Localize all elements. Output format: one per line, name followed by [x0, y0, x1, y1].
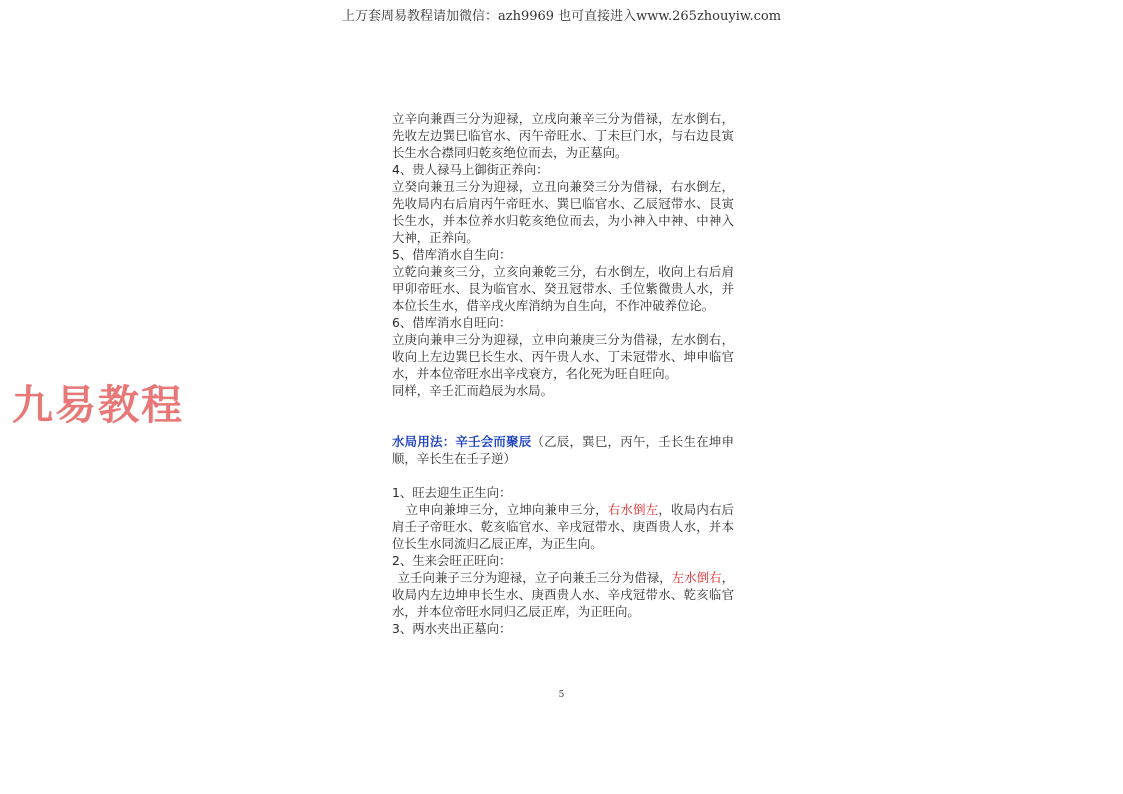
paragraph: 立庚向兼申三分为迎禄，立申向兼庚三分为借禄，左水倒右，收向上左边巽巳长生水、丙午贵人水、丁未冠带水、坤申临官水，并本位帝旺水出辛戌衰方，名化死为旺自旺向。: [392, 332, 734, 381]
page-header: 上万套周易教程请加微信：azh9969 也可直接进入www.265zhouyiw.com: [341, 9, 782, 24]
section-heading: 1、旺去迎生正生向：: [392, 485, 512, 500]
section-heading: 2、生来会旺正旺向：: [392, 553, 512, 568]
page-number: 5: [558, 690, 565, 700]
watermark-logo: 九易教程: [12, 381, 184, 429]
spacer: [392, 467, 734, 484]
water-section-note: （乙辰，巽巳，丙午，壬长生在坤申顺，辛长生在壬子逆）: [392, 434, 735, 466]
text-run: 立申向兼坤三分，立坤向兼申三分，: [405, 502, 608, 517]
paragraph: 立辛向兼酉三分为迎禄，立戌向兼辛三分为借禄，左水倒右，先收左边巽巳临官水、丙午帝旺水、丁未巨门水，与右边艮寅长生水合襟同归乾亥绝位而去，为正墓向。: [392, 111, 734, 160]
highlight-text: 左水倒右: [671, 570, 722, 585]
section-heading: 3、两水夹出正墓向：: [392, 621, 512, 636]
paragraph: 立乾向兼亥三分，立亥向兼乾三分，右水倒左，收向上右后肩甲卯帝旺水、艮为临官水、癸丑冠带水、壬位紫微贵人水，并本位长生水，借辛戌火库消纳为自生向，不作冲破养位论。: [392, 264, 734, 313]
text-run: ，收局内右后肩壬子帝旺水、乾亥临官水、辛戌冠带水、庚酉贵人水，并本位长生水同流归乙辰正库，为正生向。: [392, 502, 735, 551]
paragraph: 立癸向兼丑三分为迎禄，立丑向兼癸三分为借禄，右水倒左，先收局内右后肩丙午帝旺水、巽巳临官水、乙辰冠带水、艮寅长生水，并本位养水归乾亥绝位而去，为小神入中神、中神入大神，正养向。: [392, 179, 734, 245]
text-run: 立壬向兼子三分为迎禄，立子向兼壬三分为借禄，: [397, 570, 672, 585]
spacer: [392, 399, 734, 433]
document-body: [392, 110, 734, 637]
section-heading: 6、借库消水自旺向：: [392, 315, 512, 330]
text-run: ，收局内左边坤申长生水、庚酉贵人水、辛戌冠带水、乾亥临官水，并本位帝旺水同归乙辰正库，为正旺向。: [392, 570, 735, 619]
paragraph: [392, 501, 734, 552]
water-section: [392, 433, 734, 467]
paragraph: 同样，辛壬汇而趋辰为水局。: [392, 383, 554, 398]
highlight-text: 右水倒左: [607, 502, 659, 517]
paragraph: [392, 569, 734, 620]
water-section-title: 水局用法：辛壬会而聚辰: [392, 434, 532, 449]
section-heading: 4、贵人禄马上御街正养向：: [392, 162, 549, 177]
section-heading: 5、借库消水自生向：: [392, 247, 512, 262]
